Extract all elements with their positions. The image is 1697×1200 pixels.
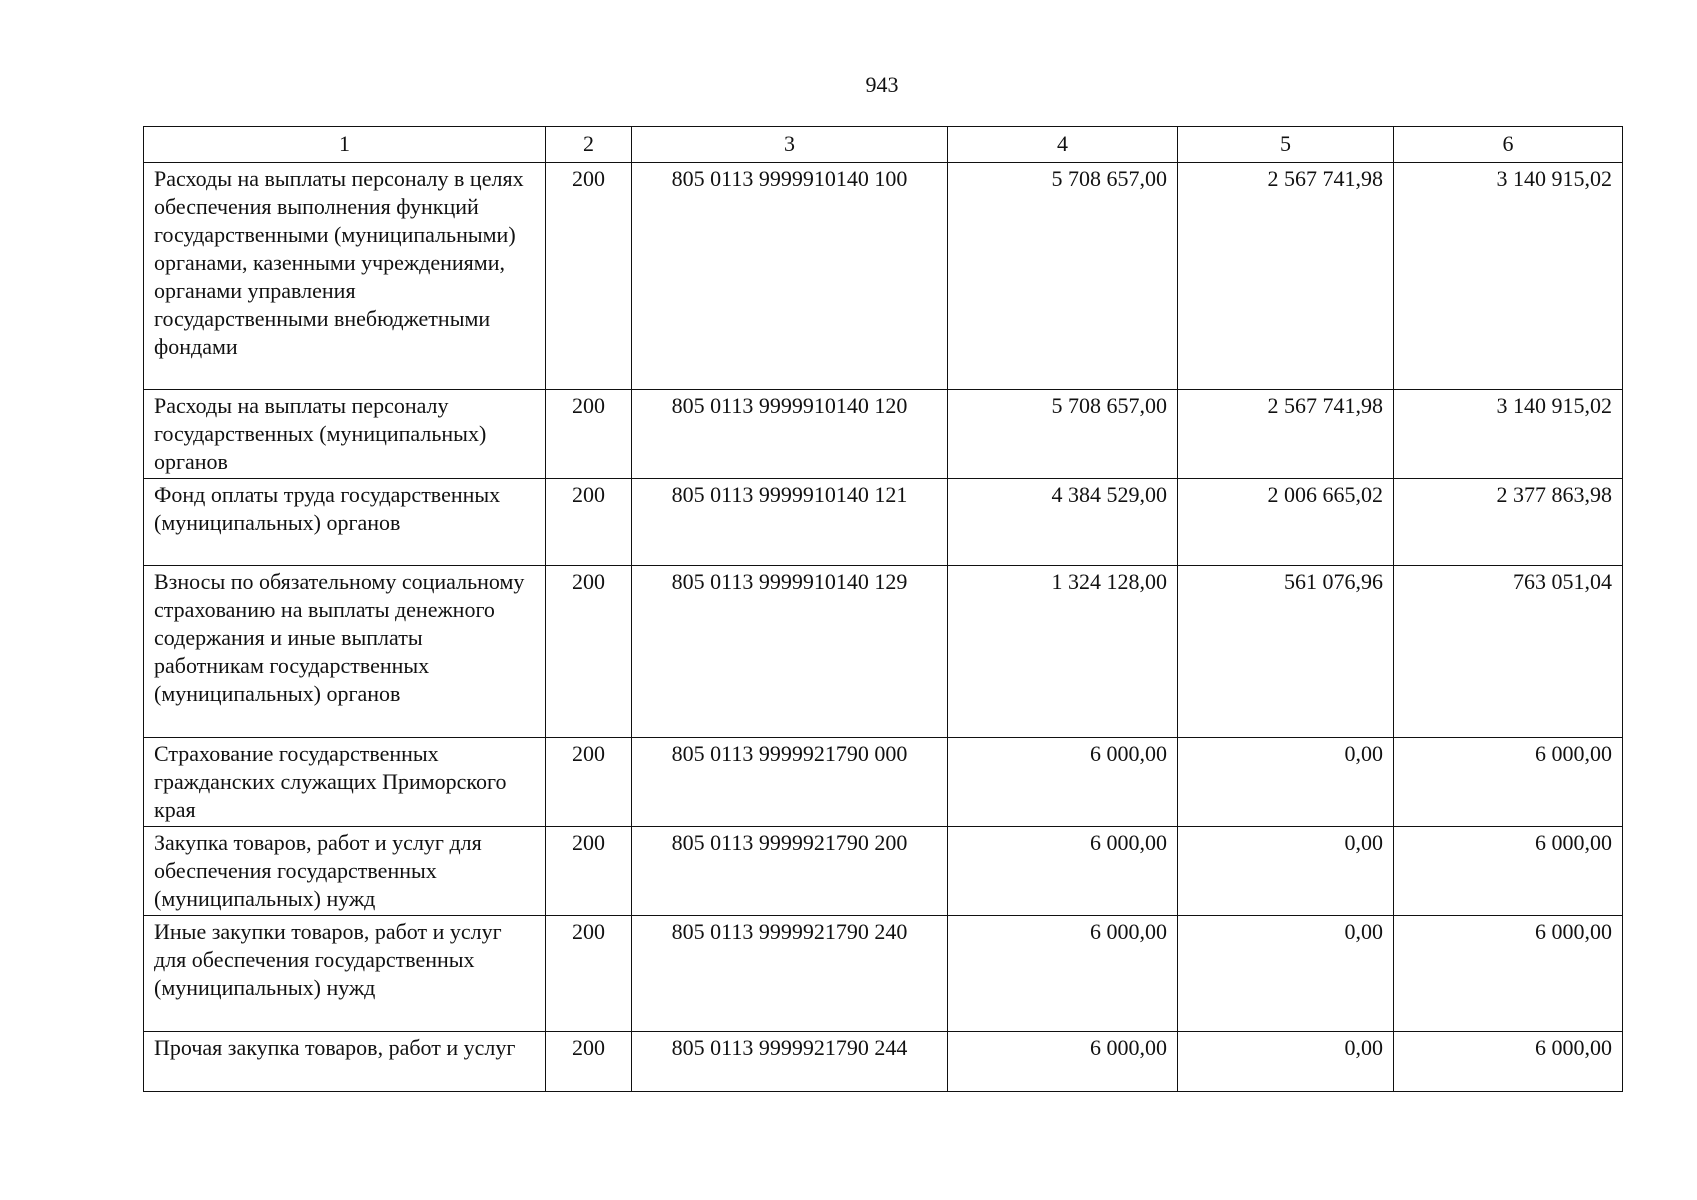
row-plan: 6 000,00 [948, 738, 1178, 827]
row-name: Прочая закупка товаров, работ и услуг [144, 1032, 546, 1092]
budget-table [143, 126, 1623, 1092]
row-code: 200 [546, 827, 632, 916]
row-plan: 6 000,00 [948, 916, 1178, 1032]
row-actual: 0,00 [1178, 738, 1394, 827]
table-row [144, 827, 1623, 916]
row-actual: 2 006 665,02 [1178, 479, 1394, 566]
header-col-3: 3 [632, 127, 948, 163]
row-rest: 763 051,04 [1394, 566, 1623, 738]
header-col-1: 1 [144, 127, 546, 163]
row-rest: 6 000,00 [1394, 827, 1623, 916]
row-actual: 2 567 741,98 [1178, 390, 1394, 479]
row-classification: 805 0113 9999910140 100 [632, 163, 948, 390]
row-plan: 4 384 529,00 [948, 479, 1178, 566]
row-classification: 805 0113 9999921790 244 [632, 1032, 948, 1092]
table-row [144, 479, 1623, 566]
row-classification: 805 0113 9999921790 200 [632, 827, 948, 916]
row-name: Фонд оплаты труда государственных (муниципальных) органов [144, 479, 546, 566]
row-rest: 2 377 863,98 [1394, 479, 1623, 566]
row-classification: 805 0113 9999910140 129 [632, 566, 948, 738]
row-plan: 5 708 657,00 [948, 390, 1178, 479]
row-actual: 561 076,96 [1178, 566, 1394, 738]
row-classification: 805 0113 9999921790 000 [632, 738, 948, 827]
row-name: Страхование государственных гражданских служащих Приморского края [144, 738, 546, 827]
row-code: 200 [546, 738, 632, 827]
table-row [144, 1032, 1623, 1092]
row-code: 200 [546, 916, 632, 1032]
table-row [144, 916, 1623, 1032]
row-classification: 805 0113 9999921790 240 [632, 916, 948, 1032]
table-row [144, 390, 1623, 479]
row-name: Расходы на выплаты персоналу государственных (муниципальных) органов [144, 390, 546, 479]
row-actual: 0,00 [1178, 916, 1394, 1032]
row-name: Закупка товаров, работ и услуг для обеспечения государственных (муниципальных) нужд [144, 827, 546, 916]
row-actual: 2 567 741,98 [1178, 163, 1394, 390]
row-plan: 6 000,00 [948, 827, 1178, 916]
row-name: Расходы на выплаты персоналу в целях обеспечения выполнения функций государственными (муниципальными) органами, казенными учреждениями, органами управления государственными внебюджетными фондами [144, 163, 546, 390]
row-plan: 1 324 128,00 [948, 566, 1178, 738]
row-classification: 805 0113 9999910140 121 [632, 479, 948, 566]
row-code: 200 [546, 1032, 632, 1092]
row-actual: 0,00 [1178, 827, 1394, 916]
row-plan: 6 000,00 [948, 1032, 1178, 1092]
table-row [144, 566, 1623, 738]
row-rest: 6 000,00 [1394, 1032, 1623, 1092]
header-col-2: 2 [546, 127, 632, 163]
header-col-6: 6 [1394, 127, 1623, 163]
row-code: 200 [546, 566, 632, 738]
report-table-wrapper [143, 126, 1623, 1092]
row-rest: 3 140 915,02 [1394, 163, 1623, 390]
row-actual: 0,00 [1178, 1032, 1394, 1092]
row-name: Иные закупки товаров, работ и услуг для обеспечения государственных (муниципальных) нужд [144, 916, 546, 1032]
row-classification: 805 0113 9999910140 120 [632, 390, 948, 479]
row-name: Взносы по обязательному социальному страхованию на выплаты денежного содержания и иные выплаты работникам государственных (муниципальных) органов [144, 566, 546, 738]
row-code: 200 [546, 390, 632, 479]
row-rest: 6 000,00 [1394, 916, 1623, 1032]
table-row [144, 738, 1623, 827]
row-plan: 5 708 657,00 [948, 163, 1178, 390]
table-row [144, 163, 1623, 390]
row-rest: 3 140 915,02 [1394, 390, 1623, 479]
row-code: 200 [546, 479, 632, 566]
row-rest: 6 000,00 [1394, 738, 1623, 827]
table-header-row [144, 127, 1623, 163]
row-code: 200 [546, 163, 632, 390]
page-number: 943 [865, 72, 899, 97]
header-col-5: 5 [1178, 127, 1394, 163]
header-col-4: 4 [948, 127, 1178, 163]
